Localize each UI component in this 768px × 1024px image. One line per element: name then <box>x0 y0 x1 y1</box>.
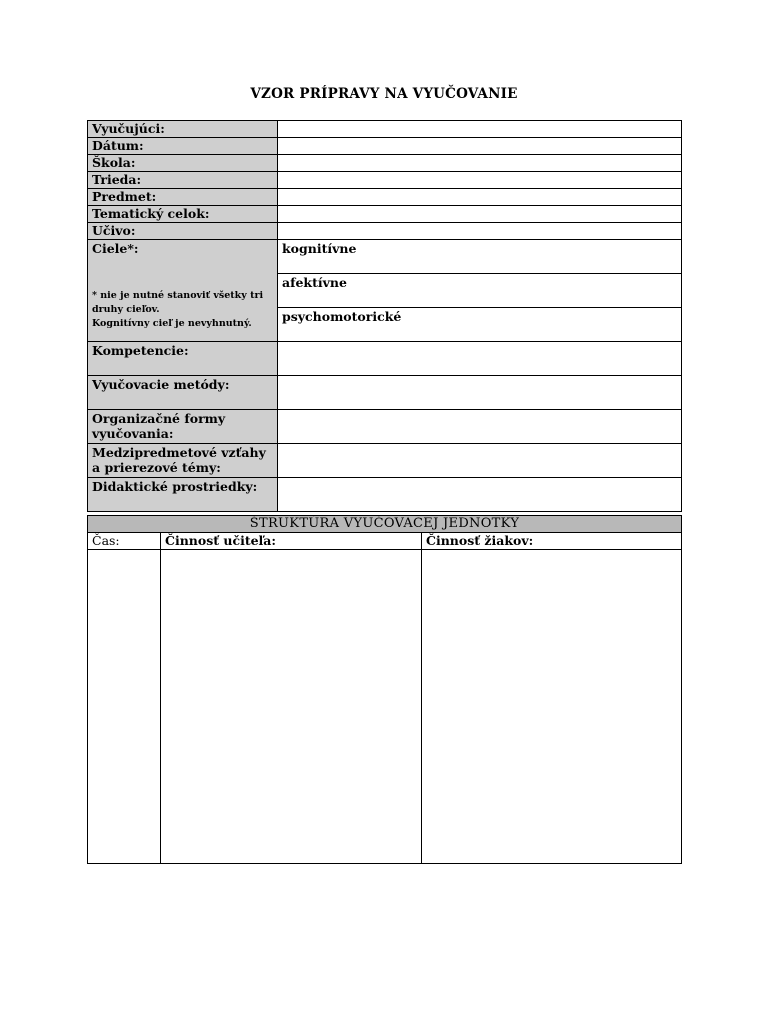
field-afektivne[interactable] <box>278 274 682 308</box>
field-predmet[interactable] <box>278 189 682 206</box>
row-predmet <box>88 189 682 206</box>
organizacne-line1: Organizačné formy <box>92 411 226 426</box>
ciele-label-text: Ciele*: <box>92 241 139 256</box>
ciele-note-line2: druhy cieľov. <box>92 304 160 315</box>
field-medzipredmetove[interactable] <box>278 444 682 478</box>
col-header-ziaci: Činnosť žiakov: <box>422 533 682 550</box>
row-vyucovacie-metody <box>88 376 682 410</box>
row-kompetencie <box>88 342 682 376</box>
label-organizacne-formy <box>88 410 278 444</box>
row-vyucujuci <box>88 121 682 138</box>
row-didakticke <box>88 478 682 512</box>
col-header-ucitel: Činnosť učiteľa: <box>161 533 422 550</box>
medzipredmetove-line2: a prierezové témy: <box>92 460 221 475</box>
ciele-note-line1: * nie je nutné stanoviť všetky tri <box>92 290 264 301</box>
field-cas[interactable] <box>88 550 161 864</box>
row-ciele-kognitivne <box>88 240 682 274</box>
field-cinnost-ziakov[interactable] <box>422 550 682 864</box>
field-kompetencie[interactable] <box>278 342 682 376</box>
label-predmet: Predmet: <box>88 189 278 206</box>
label-didakticke: Didaktické prostriedky: <box>88 478 278 512</box>
label-datum: Dátum: <box>88 138 278 155</box>
organizacne-line2: vyučovania: <box>92 426 174 441</box>
row-skola <box>88 155 682 172</box>
field-trieda[interactable] <box>278 172 682 189</box>
field-vyucujuci[interactable] <box>278 121 682 138</box>
kognitivne-label: kognitívne <box>282 241 357 256</box>
row-trieda <box>88 172 682 189</box>
field-psychomotoricke[interactable] <box>278 308 682 342</box>
row-medzipredmetove <box>88 444 682 478</box>
label-vyucovacie-metody: Vyučovacie metódy: <box>88 376 278 410</box>
structure-body-row <box>88 550 682 864</box>
label-ucivo: Učivo: <box>88 223 278 240</box>
field-organizacne-formy[interactable] <box>278 410 682 444</box>
psychomotoricke-label: psychomotorické <box>282 309 402 324</box>
lesson-info-table <box>87 120 682 512</box>
field-didakticke[interactable] <box>278 478 682 512</box>
row-tematicky-celok <box>88 206 682 223</box>
field-kognitivne[interactable] <box>278 240 682 274</box>
structure-heading-row <box>88 516 682 533</box>
row-ucivo <box>88 223 682 240</box>
label-tematicky-celok: Tematický celok: <box>88 206 278 223</box>
field-tematicky-celok[interactable] <box>278 206 682 223</box>
ciele-note <box>92 289 276 331</box>
row-datum <box>88 138 682 155</box>
field-datum[interactable] <box>278 138 682 155</box>
col-header-cas: Čas: <box>88 533 161 550</box>
label-ciele <box>88 240 278 342</box>
field-ucivo[interactable] <box>278 223 682 240</box>
lesson-structure-table <box>87 515 682 864</box>
structure-columns-row <box>88 533 682 550</box>
label-skola: Škola: <box>88 155 278 172</box>
label-kompetencie: Kompetencie: <box>88 342 278 376</box>
ciele-note-line3: Kognitívny cieľ je nevyhnutný. <box>92 318 252 329</box>
document-title: VZOR PRÍPRAVY NA VYUČOVANIE <box>250 86 518 102</box>
field-vyucovacie-metody[interactable] <box>278 376 682 410</box>
label-trieda: Trieda: <box>88 172 278 189</box>
field-skola[interactable] <box>278 155 682 172</box>
medzipredmetove-line1: Medzipredmetové vzťahy <box>92 445 266 460</box>
afektivne-label: afektívne <box>282 275 347 290</box>
field-cinnost-ucitela[interactable] <box>161 550 422 864</box>
label-medzipredmetove <box>88 444 278 478</box>
row-organizacne-formy <box>88 410 682 444</box>
label-vyucujuci: Vyučujúci: <box>88 121 278 138</box>
structure-heading: ŠTRUKTÚRA VYUČOVACEJ JEDNOTKY <box>88 516 682 533</box>
